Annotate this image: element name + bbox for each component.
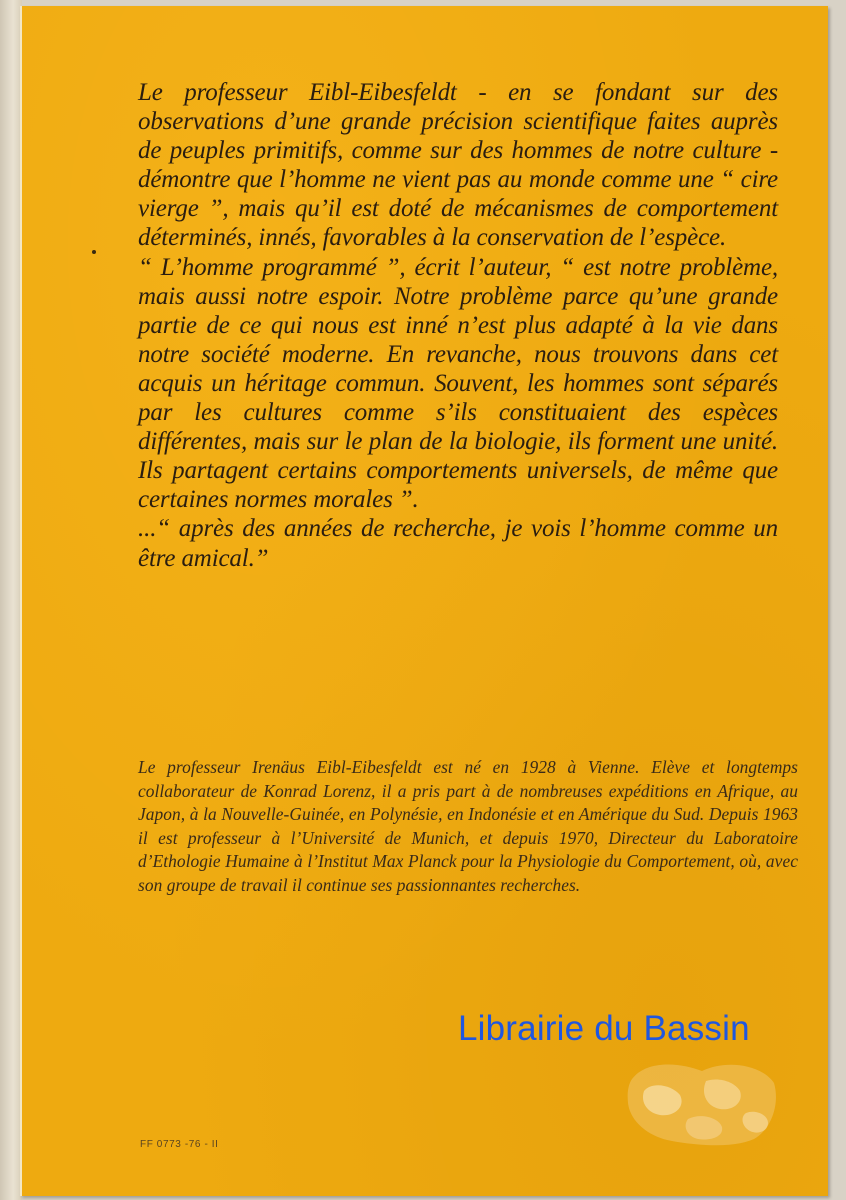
book-back-cover — [20, 6, 828, 1196]
ink-speck — [92, 250, 96, 254]
author-biography: Le professeur Irenäus Eibl-Eibesfeldt est né en 1928 à Vienne. Elève et longtemps collaborateur de Konrad Lorenz, il a pris part à de nombreuses expéditions en Afrique, au Japon, à la Nouvelle-Guinée, en Polynésie, en Indonésie et en Amérique du Sud. Depuis 1963 il est professeur à l’Université de Munich, et depuis 1970, Directeur du Laboratoire d’Ethologie Humaine à l’Institut Max Planck pour la Physiologie du Comportement, où, avec son groupe de travail il continue ses passionnantes recherches. — [138, 757, 798, 895]
blurb-paragraph-2: “ L’homme programmé ”, écrit l’auteur, “ est notre problème, mais aussi notre espoir. Notre problème parce qu’une grande partie de ce qui nous est inné n’est plus adapté à la vie dans notre société moderne. En revanche, nous trouvons dans cet acquis un héritage commun. Souvent, les hommes sont séparés par les cultures comme s’ils constituaient des espèces différentes, mais sur le plan de la biologie, ils forment une unité. Ils partagent certains comportements universels, de même que certaines normes morales ”. — [138, 253, 778, 514]
sticker-residue-stain — [622, 1051, 782, 1151]
seller-watermark: Librairie du Bassin — [458, 1009, 750, 1048]
catalog-code: FF 0773 -76 - II — [140, 1139, 219, 1150]
blurb-paragraph-1: Le professeur Eibl-Eibesfeldt - en se fondant sur des observations d’une grande précision scientifique faites auprès de peuples primitifs, comme sur des hommes de notre culture - démontre que l’homme ne vient pas au monde comme une “ cire vierge ”, mais qu’il est doté de mécanismes de comportement déterminés, innés, favorables à la conservation de l’espèce. — [138, 79, 778, 252]
book-spine-edge — [0, 0, 22, 1200]
blurb-paragraph-3: ...“ après des années de recherche, je vois l’homme comme un être amical.” — [138, 515, 778, 572]
blurb-text — [138, 78, 778, 573]
